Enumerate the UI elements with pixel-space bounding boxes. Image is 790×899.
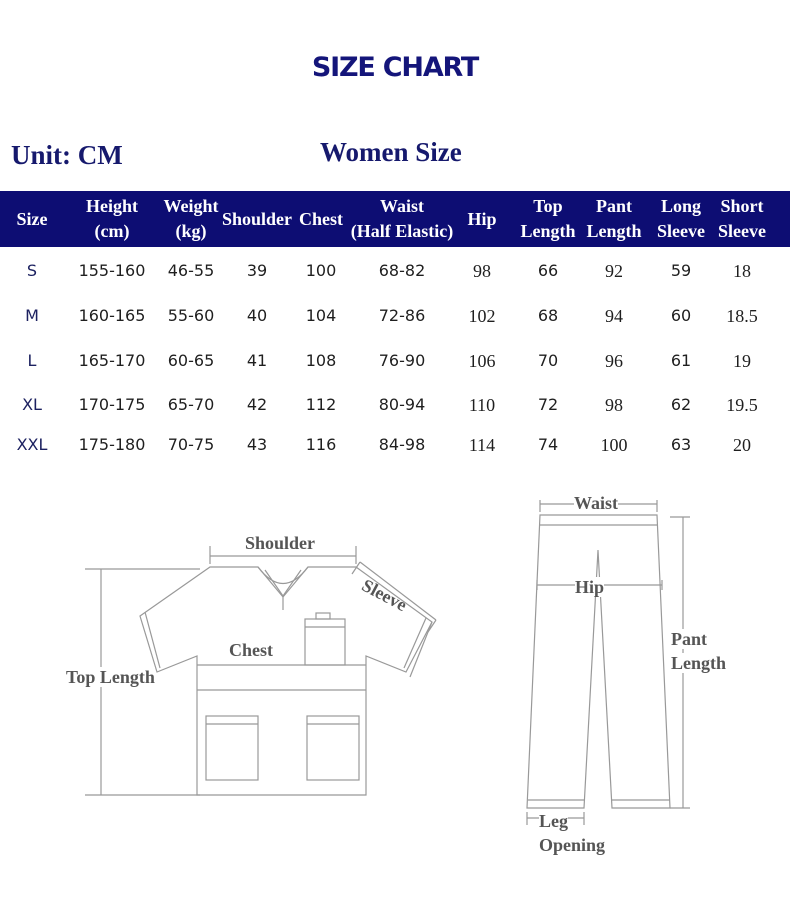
column-header: Hip	[467, 208, 497, 229]
column-header: Chest	[299, 208, 343, 229]
hip-label: Hip	[575, 577, 605, 597]
column-header: Shoulder	[221, 208, 293, 229]
table-cell: 59	[670, 261, 692, 280]
table-cell: 18	[733, 261, 751, 281]
waist-label: Waist	[574, 493, 619, 513]
leg-opening-label-1: Leg	[539, 811, 568, 831]
table-cell: 110	[468, 395, 496, 415]
table-cell: 112	[305, 395, 337, 414]
column-header: Long Sleeve	[657, 196, 705, 241]
table-cell: 104	[305, 306, 337, 325]
table-cell: 68-82	[378, 261, 426, 280]
table-cell: 60	[670, 306, 692, 325]
table-cell: 100	[305, 261, 337, 280]
table-cell: 80-94	[378, 395, 426, 414]
table-cell: 72-86	[378, 306, 426, 325]
table-cell: 61	[670, 351, 692, 370]
table-cell: 19	[733, 351, 751, 371]
table-cell: L	[27, 351, 37, 370]
table-cell: 155-160	[78, 261, 146, 280]
table-cell: 62	[670, 395, 692, 414]
table-cell: 66	[537, 261, 559, 280]
table-cell: 108	[305, 351, 337, 370]
top-length-label: Top Length	[66, 667, 155, 687]
table-cell: 116	[305, 435, 337, 454]
column-header: Size	[16, 208, 48, 229]
table-cell: 70	[537, 351, 559, 370]
table-cell: 170-175	[78, 395, 146, 414]
table-cell: 42	[246, 395, 268, 414]
column-header: Waist (Half Elastic)	[350, 196, 454, 241]
table-cell: XL	[22, 395, 42, 414]
table-cell: S	[26, 261, 38, 280]
table-cell: 65-70	[167, 395, 215, 414]
table-cell: 70-75	[167, 435, 215, 454]
chest-label: Chest	[229, 640, 273, 660]
table-cell: 92	[605, 261, 623, 281]
column-header: Weight (kg)	[163, 196, 219, 241]
table-cell: 94	[605, 306, 623, 326]
table-cell: 160-165	[78, 306, 146, 325]
column-header: Top Length	[520, 196, 576, 241]
table-cell: 114	[468, 435, 496, 455]
table-cell: 18.5	[726, 306, 758, 326]
table-cell: 76-90	[378, 351, 426, 370]
column-header: Pant Length	[586, 196, 642, 241]
leg-opening-label-2: Opening	[539, 835, 606, 855]
table-cell: 20	[733, 435, 751, 455]
table-cell: 68	[537, 306, 559, 325]
table-cell: 106	[468, 351, 496, 371]
page-title: SIZE CHART	[311, 52, 479, 83]
table-cell: 102	[468, 306, 496, 326]
table-cell: 72	[537, 395, 559, 414]
table-cell: 63	[670, 435, 692, 454]
table-cell: 84-98	[378, 435, 426, 454]
pants-measure-lines	[527, 500, 690, 825]
table-cell: 46-55	[167, 261, 215, 280]
table-cell: 74	[537, 435, 559, 454]
table-cell: M	[25, 306, 39, 325]
table-cell: 41	[246, 351, 268, 370]
pants-drawing	[527, 515, 670, 808]
shoulder-label: Shoulder	[245, 533, 316, 553]
pant-length-label-1: Pant	[671, 629, 707, 649]
table-cell: 96	[605, 351, 623, 371]
table-cell: 175-180	[78, 435, 146, 454]
table-cell: 98	[605, 395, 623, 415]
table-cell: 55-60	[167, 306, 215, 325]
table-cell: 100	[600, 435, 628, 455]
column-header: Height (cm)	[86, 196, 138, 241]
table-cell: 39	[246, 261, 268, 280]
unit-label: Unit: CM	[11, 140, 123, 170]
subtitle: Women Size	[320, 137, 462, 167]
column-header: Short Sleeve	[718, 196, 766, 241]
table-cell: 60-65	[167, 351, 215, 370]
table-cell: 43	[246, 435, 268, 454]
table-cell: 98	[473, 261, 491, 281]
table-cell: 40	[246, 306, 268, 325]
table-cell: 19.5	[726, 395, 758, 415]
table-cell: XXL	[16, 435, 48, 454]
sleeve-label: Sleeve	[358, 575, 411, 616]
pant-length-label-2: Length	[671, 653, 727, 673]
table-cell: 165-170	[78, 351, 146, 370]
